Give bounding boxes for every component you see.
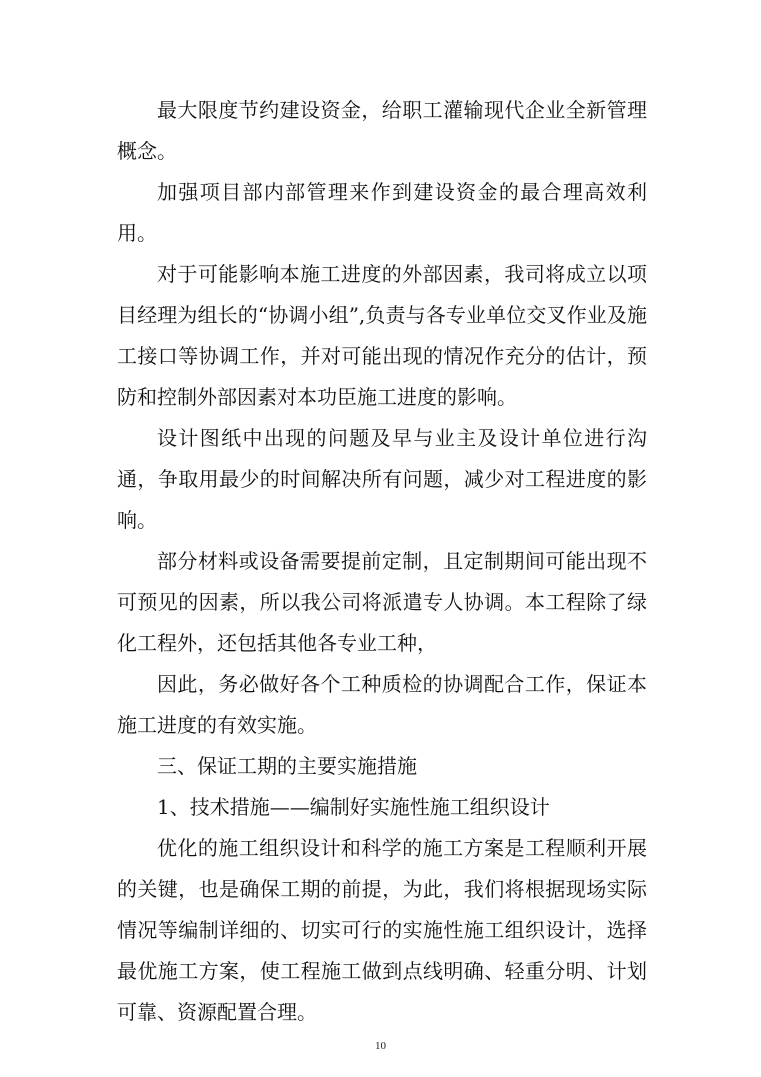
paragraph: 因此，务必做好各个工种质检的协调配合工作，保证本施工进度的有效实施。	[117, 672, 647, 737]
paragraph: 部分材料或设备需要提前定制，且定制期间可能出现不可预见的因素，所以我公司将派遣专人协调。本工程除了绿化工程外，还包括其他各专业工种，	[117, 549, 647, 655]
paragraph: 设计图纸中出现的问题及早与业主及设计单位进行沟通，争取用最少的时间解决所有问题，减少对工程进度的影响。	[117, 426, 647, 532]
page-number: 10	[375, 1040, 386, 1052]
paragraph: 优化的施工组织设计和科学的施工方案是工程顺利开展的关键，也是确保工期的前提，为此，我们将根据现场实际情况等编制详细的、切实可行的实施性施工组织设计，选择最优施工方案，使工程施工做到点线明确、轻重分明、计划可靠、资源配置合理。	[117, 836, 647, 1024]
document-body	[117, 90, 647, 1033]
paragraph: 加强项目部内部管理来作到建设资金的最合理高效利用。	[117, 180, 647, 245]
paragraph: 对于可能影响本施工进度的外部因素，我司将成立以项目经理为组长的“协调小组”,负责与各专业单位交叉作业及施工接口等协调工作，并对可能出现的情况作充分的估计，预防和控制外部因素对本功臣施工进度的影响。	[117, 262, 647, 409]
subsection-heading: 1、技术措施——编制好实施性施工组织设计	[157, 795, 550, 819]
paragraph: 最大限度节约建设资金，给职工灌输现代企业全新管理概念。	[117, 98, 647, 163]
section-heading: 三、保证工期的主要实施措施	[157, 754, 417, 778]
